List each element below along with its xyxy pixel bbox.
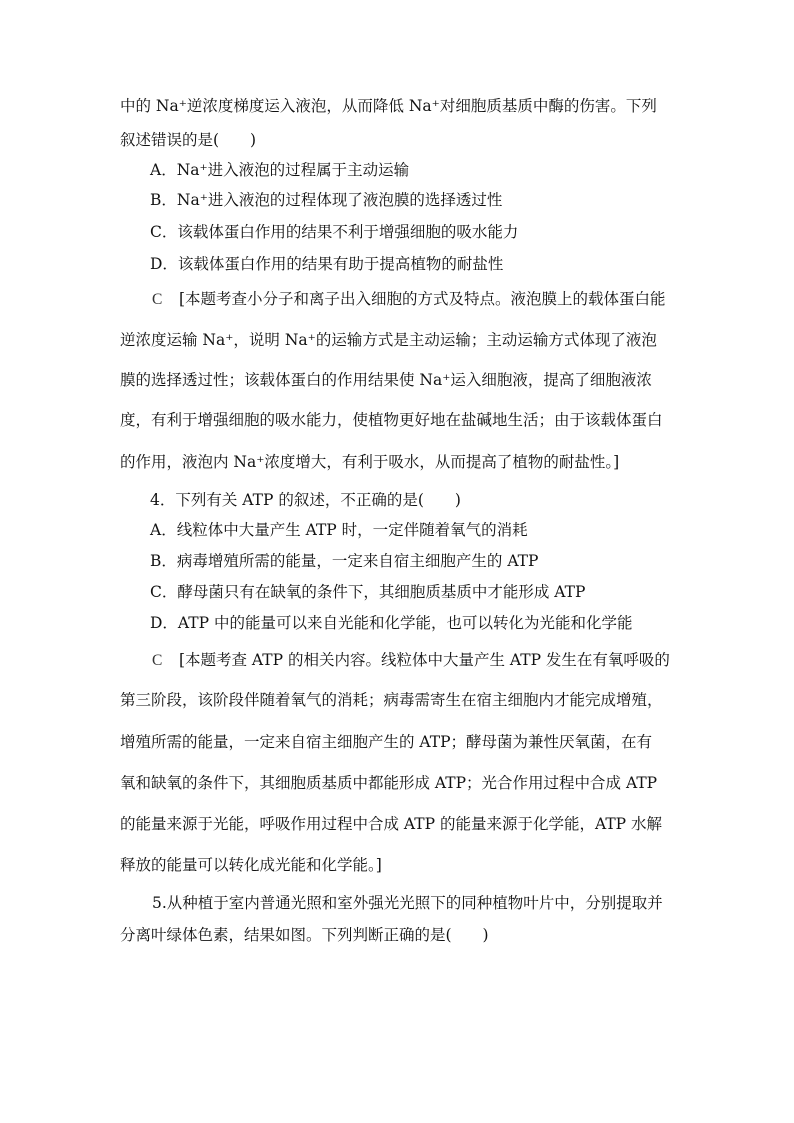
q4-explanation-line-3: 增殖所需的能量，一定来自宿主细胞产生的 ATP；酵母菌为兼性厌氧菌，在有 xyxy=(120,733,653,751)
q3-explanation-line-4: 度，有利于增强细胞的吸水能力，使植物更好地在盐碱地生活；由于该载体蛋白 xyxy=(120,411,663,429)
q3-explanation-line-5: 的作用，液泡内 Na⁺浓度增大，有利于吸水，从而提高了植物的耐盐性。] xyxy=(120,453,620,471)
q3-option-d: D．该载体蛋白作用的结果有助于提高植物的耐盐性 xyxy=(150,255,504,273)
q3-answer-letter: C xyxy=(152,291,163,308)
q3-option-b: B．Na⁺进入液泡的过程体现了液泡膜的选择透过性 xyxy=(150,191,503,209)
q3-explanation-line-2: 逆浓度运输 Na⁺，说明 Na⁺的运输方式是主动运输；主动运输方式体现了液泡 xyxy=(120,331,657,349)
q4-explanation-line-5: 的能量来源于光能，呼吸作用过程中合成 ATP 的能量来源于化学能，ATP 水解 xyxy=(120,815,663,833)
q3-explanation-text-1: [本题考查小分子和离子出入细胞的方式及特点。液泡膜上的载体蛋白能 xyxy=(178,290,666,308)
q4-answer-letter: C xyxy=(152,652,163,669)
q3-explanation-line-3: 膜的选择透过性；该载体蛋白的作用结果使 Na⁺运入细胞液，提高了细胞液浓 xyxy=(120,371,652,389)
q4-explanation-line-4: 氧和缺氧的条件下，其细胞质基质中都能形成 ATP；光合作用过程中合成 ATP xyxy=(120,774,658,792)
q4-explanation-line-1 xyxy=(152,650,670,671)
q4-option-a: A．线粒体中大量产生 ATP 时，一定伴随着氧气的消耗 xyxy=(150,521,528,539)
q4-option-d: D．ATP 中的能量可以来自光能和化学能，也可以转化为光能和化学能 xyxy=(150,614,633,632)
q4-explanation-text-1: [本题考查 ATP 的相关内容。线粒体中大量产生 ATP 发生在有氧呼吸的 xyxy=(178,651,670,669)
q3-option-a: A．Na⁺进入液泡的过程属于主动运输 xyxy=(150,161,410,179)
q3-stem-line-2: 叙述错误的是( ) xyxy=(120,131,257,149)
q3-explanation-line-1 xyxy=(152,289,666,310)
q3-stem-line-1: 中的 Na⁺逆浓度梯度运入液泡，从而降低 Na⁺对细胞质基质中酶的伤害。下列 xyxy=(120,97,657,115)
q4-option-b: B．病毒增殖所需的能量，一定来自宿主细胞产生的 ATP xyxy=(150,552,539,570)
q3-option-c: C．该载体蛋白作用的结果不利于增强细胞的吸水能力 xyxy=(150,223,519,241)
q5-stem-line-1: 5.从种植于室内普通光照和室外强光光照下的同种植物叶片中，分别提取并 xyxy=(152,894,663,912)
q5-stem-line-2: 分离叶绿体色素，结果如图。下列判断正确的是( ) xyxy=(120,926,489,944)
q4-stem: 4．下列有关 ATP 的叙述，不正确的是( ) xyxy=(150,491,461,509)
q4-option-c: C．酵母菌只有在缺氧的条件下，其细胞质基质中才能形成 ATP xyxy=(150,583,586,601)
q4-explanation-line-2: 第三阶段，该阶段伴随着氧气的消耗；病毒需寄生在宿主细胞内才能完成增殖， xyxy=(120,691,663,709)
q4-explanation-line-6: 释放的能量可以转化成光能和化学能。] xyxy=(120,856,382,874)
